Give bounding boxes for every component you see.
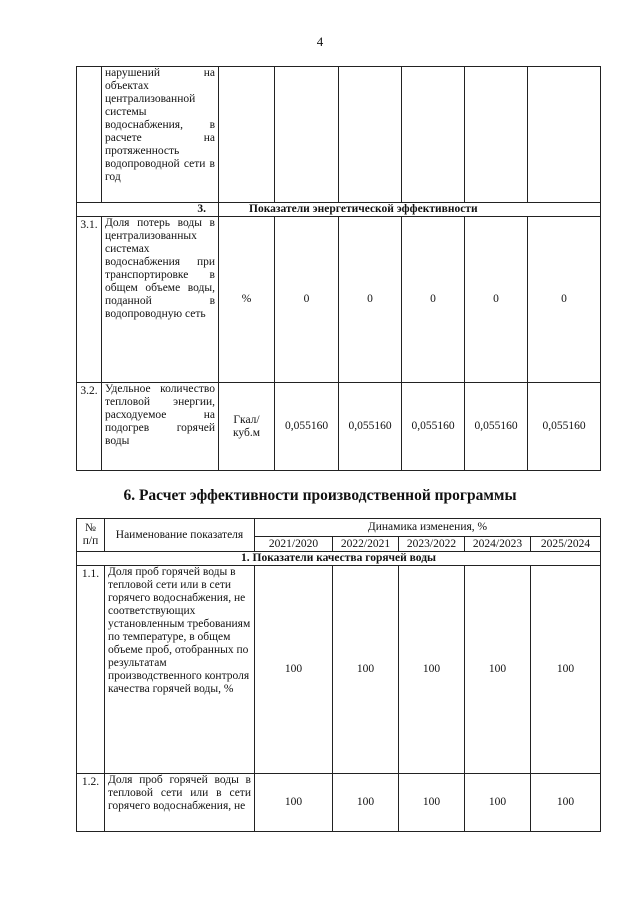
- value-cell: [465, 67, 528, 203]
- table-row: [77, 383, 601, 471]
- unit-cell: %: [219, 217, 275, 383]
- column-header-year: 2025/2024: [531, 537, 601, 552]
- value-cell: 0,055160: [339, 383, 402, 471]
- value-cell: 100: [255, 774, 333, 832]
- value-cell: 0: [275, 217, 339, 383]
- row-number: 3.2.: [77, 383, 102, 471]
- indicator-name: Доля проб горячей воды в тепловой сети или в сети горячего водоснабжения, не соответствующих установленным требованиям по температуре, в общем объеме проб, отобранных по результатам производственного контроля качества горячей воды, %: [105, 566, 255, 774]
- unit-cell: Гкал/ куб.м: [219, 383, 275, 471]
- value-cell: 0,055160: [275, 383, 339, 471]
- value-cell: [339, 67, 402, 203]
- value-cell: 100: [255, 566, 333, 774]
- column-header-year: 2022/2021: [333, 537, 399, 552]
- table-row: [77, 217, 601, 383]
- section-row: [77, 203, 601, 217]
- section-row: [77, 552, 601, 566]
- value-cell: 100: [465, 566, 531, 774]
- indicator-name: Удельное количество тепловой энергии, расходуемое на подогрев горячей воды: [102, 383, 219, 471]
- value-cell: 0: [465, 217, 528, 383]
- section-title: Показатели энергетической эффективности: [219, 203, 601, 217]
- table-row: [77, 566, 601, 774]
- value-cell: 100: [399, 774, 465, 832]
- value-cell: 100: [399, 566, 465, 774]
- row-number: 3.1.: [77, 217, 102, 383]
- row-number: 1.1.: [77, 566, 105, 774]
- value-cell: 100: [465, 774, 531, 832]
- value-cell: 0,055160: [402, 383, 465, 471]
- efficiency-indicators-table: [76, 66, 601, 471]
- value-cell: [402, 67, 465, 203]
- value-cell: 100: [531, 774, 601, 832]
- row-number: [77, 67, 102, 203]
- indicator-name: Доля потерь воды в централизованных системах водоснабжения при транспортировке в общем объеме воды, поданной в водопроводную сеть: [102, 217, 219, 383]
- value-cell: 0: [339, 217, 402, 383]
- column-header-year: 2024/2023: [465, 537, 531, 552]
- value-cell: 0,055160: [528, 383, 601, 471]
- row-number: 1.2.: [77, 774, 105, 832]
- value-cell: 0,055160: [465, 383, 528, 471]
- column-header-number: № п/п: [77, 519, 105, 552]
- indicator-name: Доля проб горячей воды в тепловой сети или в сети горячего водоснабжения, не: [105, 774, 255, 832]
- table-row: [77, 774, 601, 832]
- section-number: 3.: [77, 203, 219, 217]
- unit-cell: [219, 67, 275, 203]
- value-cell: 100: [333, 774, 399, 832]
- column-header-dynamics: Динамика изменения, %: [255, 519, 601, 537]
- value-cell: [275, 67, 339, 203]
- value-cell: 0: [528, 217, 601, 383]
- section-title: 1. Показатели качества горячей воды: [77, 552, 601, 566]
- production-program-efficiency-table: [76, 518, 601, 832]
- value-cell: 0: [402, 217, 465, 383]
- indicator-name: нарушений на объектах централизованной системы водоснабжения, в расчете на протяженность водопроводной сети в год: [102, 67, 219, 203]
- column-header-year: 2021/2020: [255, 537, 333, 552]
- value-cell: 100: [531, 566, 601, 774]
- value-cell: [528, 67, 601, 203]
- column-header-name: Наименование показателя: [105, 519, 255, 552]
- value-cell: 100: [333, 566, 399, 774]
- table-row: [77, 67, 601, 203]
- header-row: [77, 519, 601, 537]
- section-heading: 6. Расчет эффективности производственной программы: [123, 487, 517, 504]
- page-number: 4: [316, 34, 324, 49]
- column-header-year: 2023/2022: [399, 537, 465, 552]
